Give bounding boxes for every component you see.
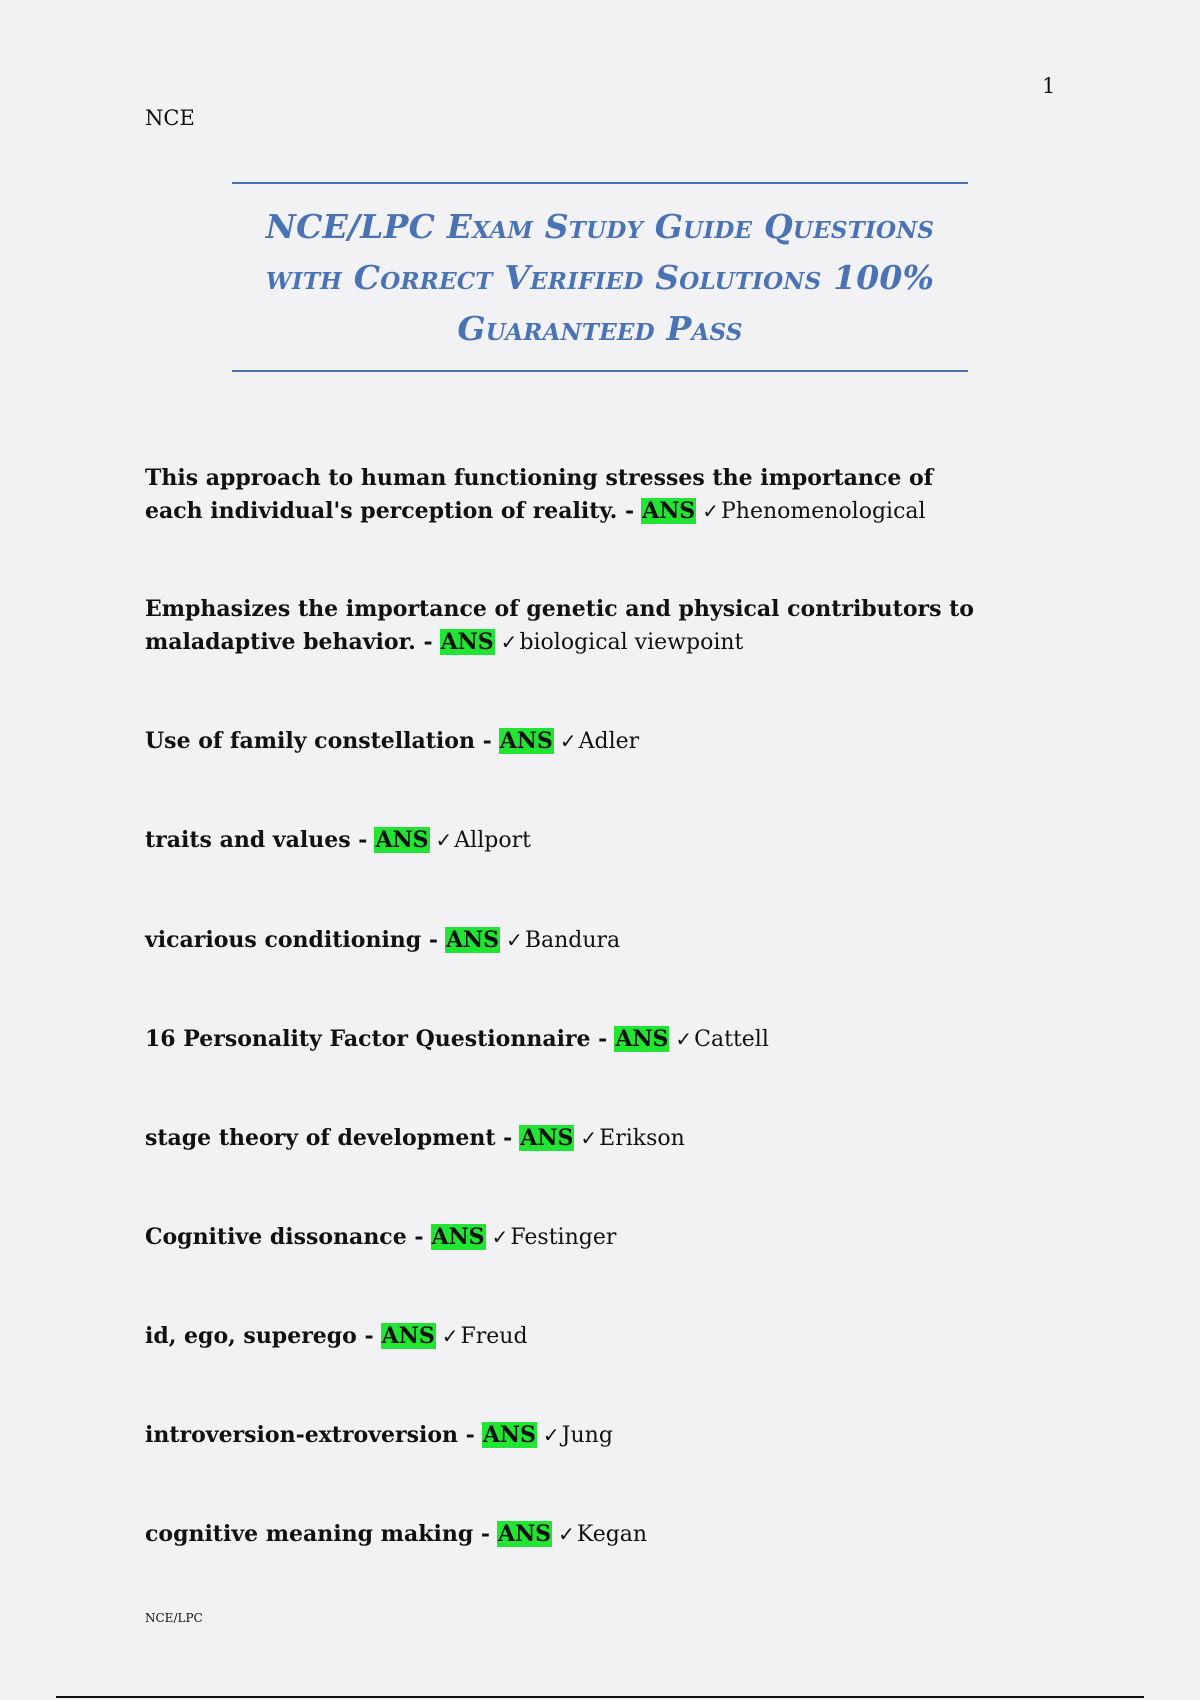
answer-text: Cattell (694, 1027, 769, 1052)
qa-item (145, 1518, 985, 1551)
check-icon: ✓ (500, 630, 518, 654)
answer-text: Bandura (524, 928, 621, 953)
title-line-2: with Correct Verified Solutions 100% (265, 257, 935, 297)
question-text: cognitive meaning making - (145, 1521, 490, 1547)
title-block (232, 182, 968, 372)
ans-highlight: ANS (431, 1224, 485, 1250)
ans-highlight: ANS (482, 1422, 536, 1448)
question-text: 16 Personality Factor Questionnaire - (145, 1026, 608, 1052)
check-icon: ✓ (435, 828, 453, 852)
check-icon: ✓ (559, 729, 577, 753)
question-text: traits and values - (145, 827, 368, 853)
title-line-1: NCE/LPC Exam Study Guide Questions (265, 206, 935, 246)
qa-item (145, 1419, 985, 1452)
ans-highlight: ANS (520, 1125, 574, 1151)
check-icon: ✓ (491, 1225, 509, 1249)
ans-highlight: ANS (615, 1026, 669, 1052)
answer-text: Jung (561, 1423, 613, 1448)
qa-item (145, 462, 985, 528)
ans-highlight: ANS (499, 728, 553, 754)
answer-text: Freud (460, 1324, 528, 1349)
check-icon: ✓ (441, 1324, 459, 1348)
answer-text: Kegan (576, 1522, 648, 1547)
question-text: This approach to human functioning stresses the importance of each individual's perception of reality. - (145, 465, 934, 524)
qa-item (145, 824, 985, 857)
answer-text: Phenomenological (720, 499, 926, 524)
answer-text: Erikson (599, 1126, 685, 1151)
qa-item (145, 593, 985, 659)
answer-text: Allport (454, 828, 531, 853)
question-text: id, ego, superego - (145, 1323, 374, 1349)
answer-text: biological viewpoint (519, 630, 744, 655)
qa-item (145, 1023, 985, 1056)
ans-highlight: ANS (445, 927, 500, 953)
question-text: Cognitive dissonance - (145, 1224, 424, 1250)
check-icon: ✓ (506, 928, 523, 952)
question-text: introversion-extroversion - (145, 1422, 475, 1448)
qa-item (145, 1221, 985, 1254)
page-number: 1 (1042, 74, 1056, 98)
footer-label: NCE/LPC (145, 1611, 203, 1625)
running-head: NCE (145, 106, 195, 130)
ans-highlight: ANS (642, 498, 696, 524)
answer-text: Adler (578, 729, 640, 754)
ans-highlight: ANS (375, 827, 429, 853)
answer-text: Festinger (510, 1225, 617, 1250)
question-text: Use of family constellation - (145, 728, 492, 754)
check-icon: ✓ (702, 499, 719, 523)
qa-item (145, 924, 985, 957)
check-icon: ✓ (542, 1423, 560, 1447)
qa-item (145, 1122, 985, 1155)
footer-rule (56, 1696, 1144, 1698)
check-icon: ✓ (675, 1027, 693, 1051)
check-icon: ✓ (558, 1522, 575, 1546)
ans-highlight: ANS (498, 1521, 552, 1547)
question-text: vicarious conditioning - (145, 927, 438, 953)
ans-highlight: ANS (381, 1323, 435, 1349)
question-text: Emphasizes the importance of genetic and physical contributors to maladaptive behavior. - (145, 596, 974, 655)
question-text: stage theory of development - (145, 1125, 513, 1151)
qa-item (145, 725, 985, 758)
title-line-3: Guaranteed Pass (457, 308, 743, 348)
check-icon: ✓ (580, 1126, 598, 1150)
ans-highlight: ANS (440, 629, 494, 655)
document-title (266, 201, 935, 354)
qa-item (145, 1320, 985, 1353)
